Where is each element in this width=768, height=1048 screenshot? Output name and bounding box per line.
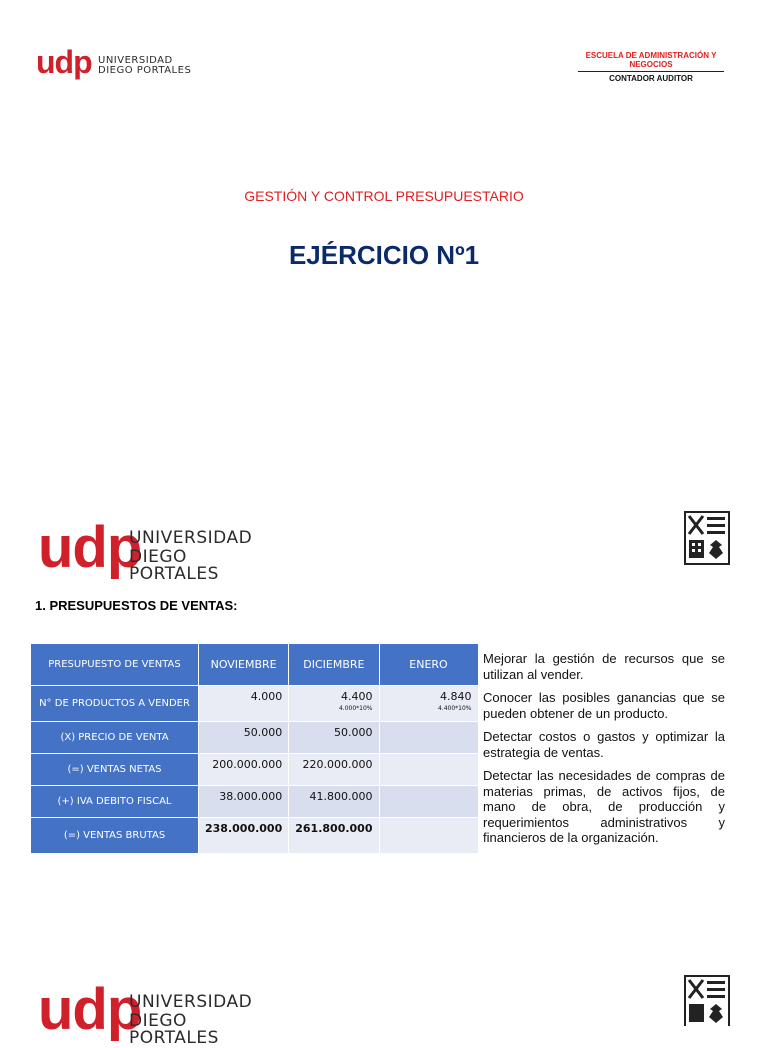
table-row	[31, 786, 479, 818]
table-cell	[379, 754, 478, 786]
udp-logo	[38, 515, 278, 584]
table-cell: 220.000.000	[289, 754, 379, 786]
logo-mark: udp	[36, 44, 92, 80]
table-cell: 238.000.000	[199, 818, 289, 854]
logo-line2: DIEGO PORTALES	[129, 547, 219, 584]
row-label: (=) VENTAS NETAS	[31, 754, 199, 786]
cell-value: 4.400	[341, 690, 373, 703]
table-row	[31, 754, 479, 786]
logo-line1: UNIVERSIDAD	[129, 992, 253, 1012]
table-cell	[379, 686, 478, 722]
objective-paragraph: Detectar las necesidades de compras de materias primas, de activos fijos, de mano de obra, de producción y requerimientos administrativos y financieros de la organización.	[483, 768, 725, 845]
udp-crest-icon	[684, 511, 730, 565]
school-block	[570, 51, 732, 83]
table-cell: 50.000	[289, 722, 379, 754]
row-label: (+) IVA DEBITO FISCAL	[31, 786, 199, 818]
career-name: CONTADOR AUDITOR	[609, 74, 693, 83]
school-line2: NEGOCIOS	[629, 60, 673, 69]
row-label: (=) VENTAS BRUTAS	[31, 818, 199, 854]
sales-budget-table	[30, 643, 479, 854]
table-cell: 41.800.000	[289, 786, 379, 818]
cell-value: 4.840	[440, 690, 472, 703]
logo-line1: UNIVERSIDAD	[98, 55, 173, 66]
table-header-row	[31, 644, 479, 686]
table-cell	[379, 818, 478, 854]
objective-paragraph: Detectar costos o gastos y optimizar la estrategia de ventas.	[483, 729, 725, 760]
table-cell: 261.800.000	[289, 818, 379, 854]
school-line1: ESCUELA DE ADMINISTRACIÓN Y	[585, 51, 717, 60]
table-row	[31, 686, 479, 722]
cell-note: 4.400*10%	[437, 705, 472, 712]
table-row	[31, 722, 479, 754]
table-cell	[199, 686, 289, 722]
table-cell: 200.000.000	[199, 754, 289, 786]
table-row	[31, 818, 479, 854]
logo-line2: DIEGO PORTALES	[98, 65, 192, 76]
table-cell	[379, 786, 478, 818]
udp-logo	[36, 44, 216, 82]
column-header: NOVIEMBRE	[199, 644, 289, 686]
row-label: (X) PRECIO DE VENTA	[31, 722, 199, 754]
logo-mark: udp	[38, 515, 142, 580]
course-title: GESTIÓN Y CONTROL PRESUPUESTARIO	[244, 188, 524, 204]
table-cell	[379, 722, 478, 754]
table-cell: 50.000	[199, 722, 289, 754]
udp-logo	[38, 977, 278, 1048]
logo-line1: UNIVERSIDAD	[129, 528, 253, 548]
column-header: ENERO	[379, 644, 478, 686]
cell-value: 4.000	[250, 690, 283, 703]
objective-paragraph: Conocer las posibles ganancias que se pueden obtener de un producto.	[483, 690, 725, 721]
row-label: N° DE PRODUCTOS A VENDER	[31, 686, 199, 722]
school-divider	[578, 71, 724, 72]
objective-paragraph: Mejorar la gestión de recursos que se utilizan al vender.	[483, 651, 725, 682]
column-header: DICIEMBRE	[289, 644, 379, 686]
udp-crest-icon	[684, 975, 730, 1026]
cell-note: 4.000*10%	[338, 705, 373, 712]
table-cell: 38.000.000	[199, 786, 289, 818]
section-title: 1. PRESUPUESTOS DE VENTAS:	[35, 598, 238, 613]
exercise-title: EJÉRCICIO Nº1	[288, 240, 480, 270]
column-header: PRESUPUESTO DE VENTAS	[31, 644, 199, 686]
logo-line2: DIEGO PORTALES	[129, 1011, 219, 1048]
logo-mark: udp	[38, 977, 142, 1042]
table-cell	[289, 686, 379, 722]
objectives-list	[483, 651, 725, 854]
